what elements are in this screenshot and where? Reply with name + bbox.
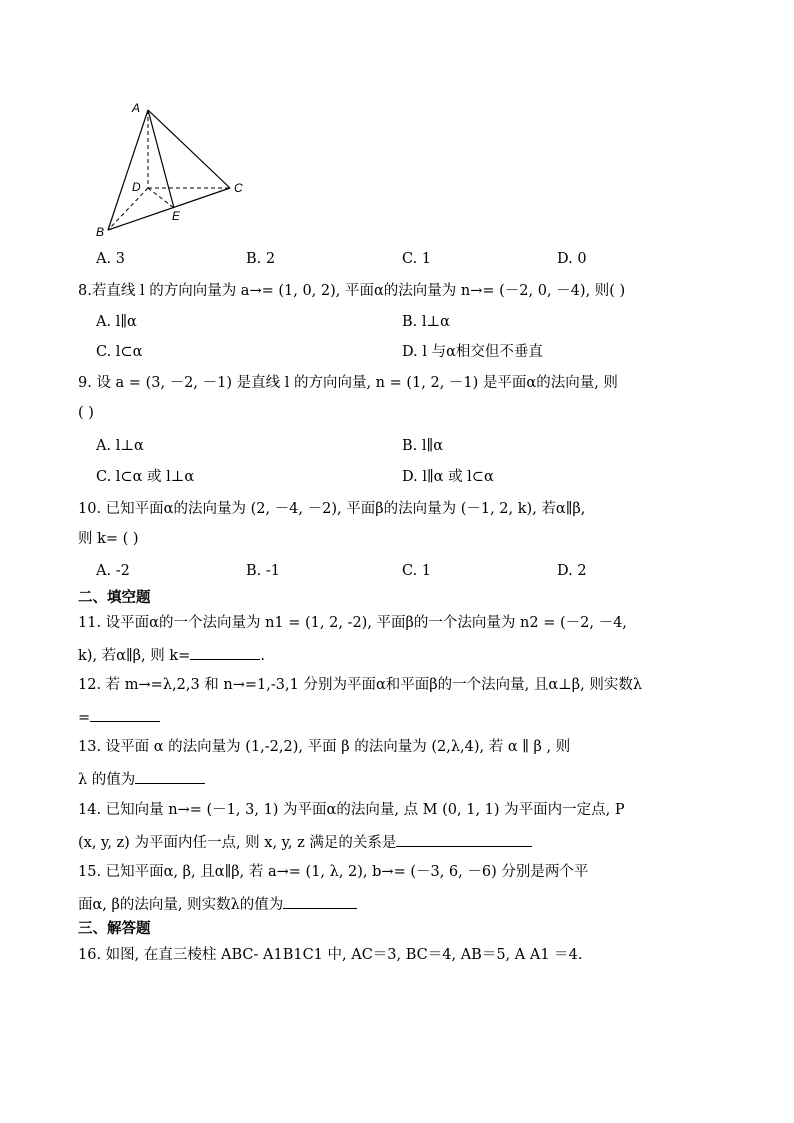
q11-answer-blank[interactable] (190, 645, 260, 660)
q7-option-c: C. 1 (402, 251, 432, 267)
q10-option-b: B. -1 (246, 563, 280, 579)
q10-stem-line2: 则 k= ( ) (78, 531, 139, 547)
q12-line2-text: = (78, 710, 91, 726)
q9-option-b: B. l∥α (402, 438, 444, 454)
q14-line2-text: (x, y, z) 为平面内任一点, 则 x, y, z 满足的关系是 (78, 835, 397, 851)
q14-line1: 14. 已知向量 n→= (－1, 3, 1) 为平面α的法向量, 点 M (0, 1, 1) 为平面内一定点, P (78, 802, 625, 818)
q8-option-a: A. l∥α (96, 314, 137, 330)
q13-line2-text: λ 的值为 (78, 772, 136, 788)
q14-line2 (78, 832, 532, 852)
q15-line2-text: 面α, β的法向量, 则实数λ的值为 (78, 897, 284, 913)
label-C: C (234, 181, 243, 195)
q11-line2 (78, 645, 265, 665)
q13-answer-blank[interactable] (135, 769, 205, 784)
q9-option-d: D. l∥α 或 l⊂α (402, 469, 494, 485)
q10-stem-line1: 10. 已知平面α的法向量为 (2, －4, －2), 平面β的法向量为 (－1, 2, k), 若α∥β, (78, 501, 586, 517)
q10-option-c: C. 1 (402, 563, 432, 579)
q15-answer-blank[interactable] (283, 894, 357, 909)
q11-line1: 11. 设平面α的一个法向量为 n1 = (1, 2, -2), 平面β的一个法向量为 n2 = (－2, －4, (78, 615, 627, 631)
q15-line1: 15. 已知平面α, β, 且α∥β, 若 a→= (1, λ, 2), b→= (－3, 6, －6) 分别是两个平 (78, 864, 589, 880)
section-fill-in-heading: 二、填空题 (78, 589, 151, 606)
q10-option-d: D. 2 (557, 563, 587, 579)
q7-option-a: A. 3 (96, 251, 125, 267)
q14-answer-blank[interactable] (396, 832, 532, 847)
q8-stem: 8.若直线 l 的方向向量为 a→= (1, 0, 2), 平面α的法向量为 n→= (－2, 0, －4), 则( ) (78, 283, 626, 299)
tetrahedron-figure (90, 96, 260, 240)
q9-stem-line2: ( ) (78, 405, 94, 421)
edge-BC (108, 188, 230, 230)
q12-line2 (78, 707, 160, 727)
label-A: A (132, 101, 141, 115)
q15-line2 (78, 894, 357, 914)
q9-option-c: C. l⊂α 或 l⊥α (96, 469, 195, 485)
section-answer-heading: 三、解答题 (78, 920, 151, 937)
q8-option-c: C. l⊂α (96, 344, 143, 360)
q7-option-b: B. 2 (246, 251, 276, 267)
label-E: E (172, 209, 181, 223)
q9-stem-line1: 9. 设 a = (3, －2, －1) 是直线 l 的方向向量, n = (1, 2, －1) 是平面α的法向量, 则 (78, 375, 618, 391)
q16-line1: 16. 如图, 在直三棱柱 ABC- A1B1C1 中, AC＝3, BC＝4, AB＝5, A A1 ＝4. (78, 947, 583, 963)
q9-option-a: A. l⊥α (96, 438, 144, 454)
q12-line1: 12. 若 m→=λ,2,3 和 n→=1,-3,1 分别为平面α和平面β的一个法向量, 且α⊥β, 则实数λ (78, 677, 643, 693)
q13-line1: 13. 设平面 α 的法向量为 (1,-2,2), 平面 β 的法向量为 (2,λ,4), 若 α ∥ β , 则 (78, 739, 571, 755)
label-D: D (132, 180, 141, 194)
label-B: B (96, 225, 105, 239)
q11-line2-text: k), 若α∥β, 则 k= (78, 648, 191, 664)
q7-option-d: D. 0 (557, 251, 587, 267)
edge-AE (148, 110, 174, 208)
q10-option-a: A. -2 (96, 563, 130, 579)
q12-answer-blank[interactable] (90, 707, 160, 722)
edge-AC (148, 110, 230, 188)
q13-line2 (78, 769, 205, 789)
q8-option-b: B. l⊥α (402, 314, 450, 330)
q11-tail: . (260, 648, 265, 664)
edge-AB (108, 110, 148, 230)
q8-option-d: D. l 与α相交但不垂直 (402, 344, 543, 360)
